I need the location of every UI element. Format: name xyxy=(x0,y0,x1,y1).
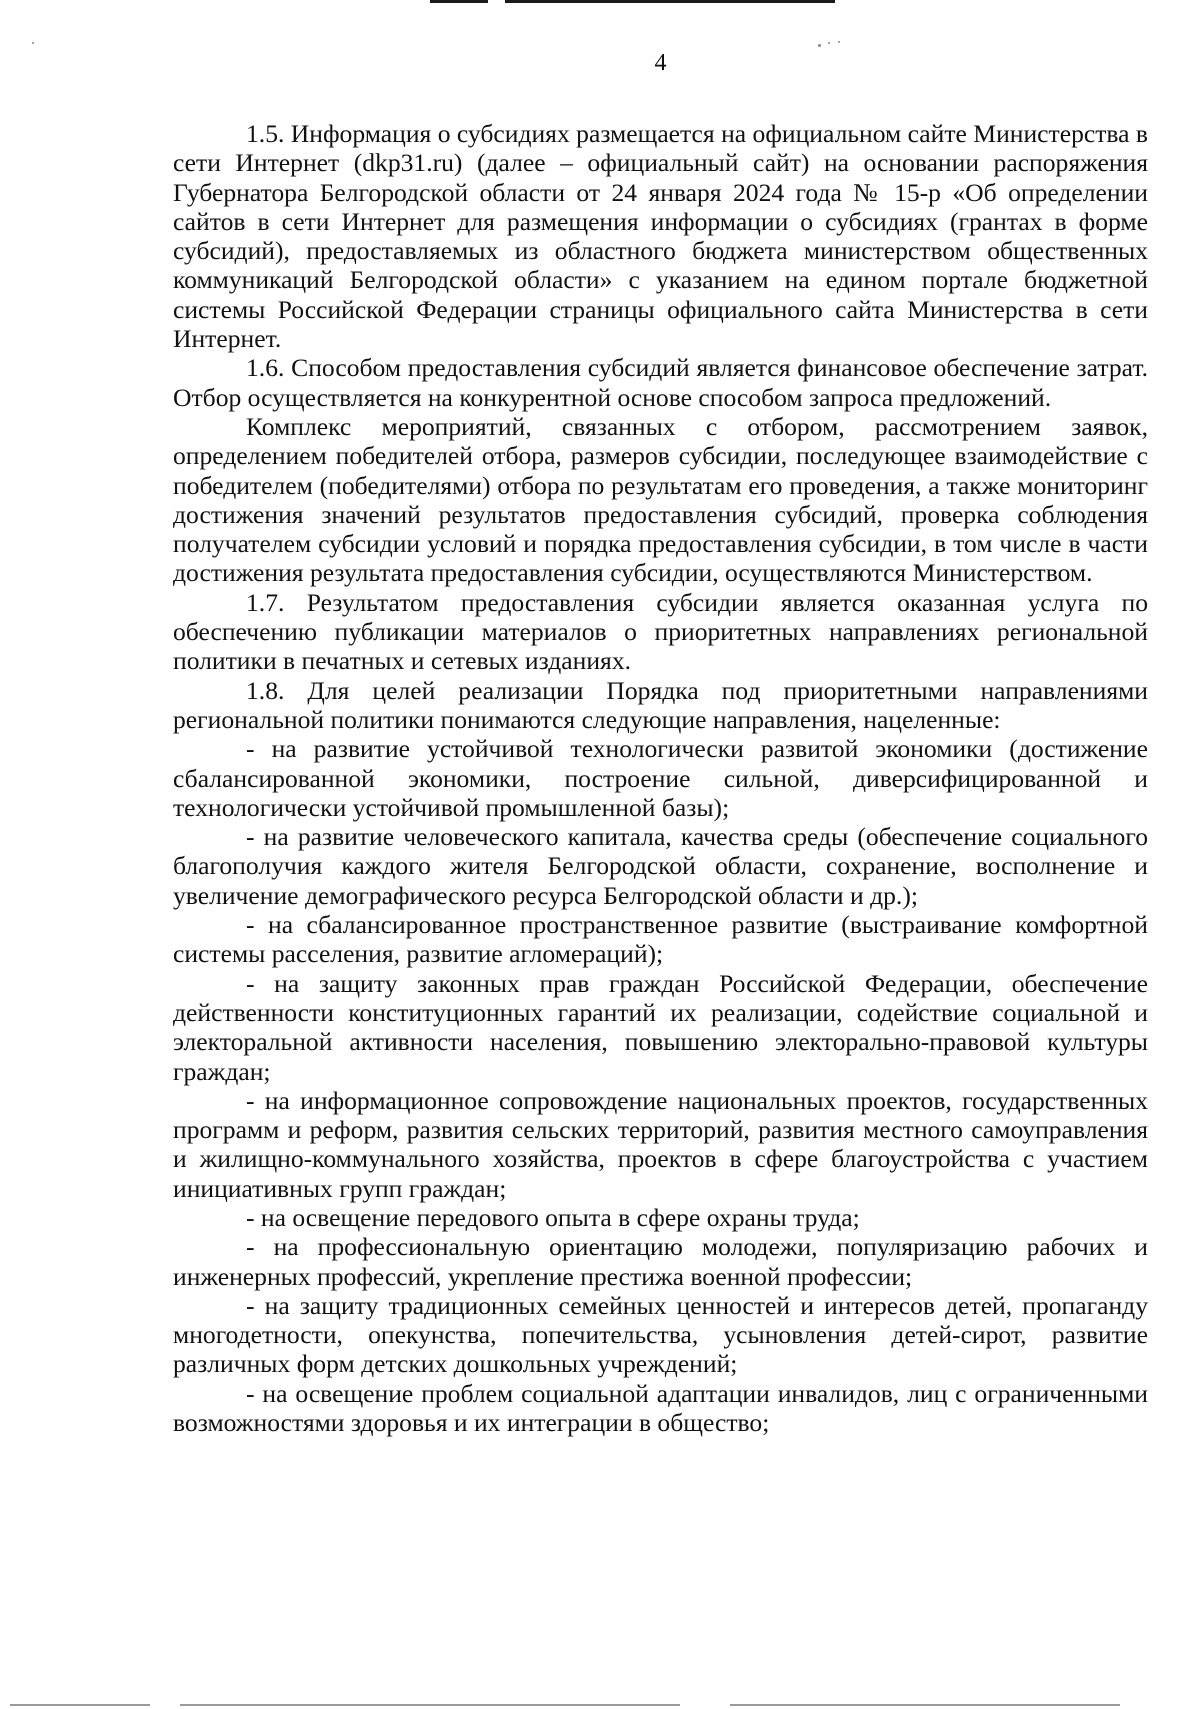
page-number: 4 xyxy=(654,50,667,76)
scan-speck xyxy=(32,42,34,44)
list-item: - на развитие человеческого капитала, качества среды (обеспечение социального благополучия каждого жителя Белгородской области, сохранение, восполнение и увеличение демографического ресурса Белгородской области и др.); xyxy=(173,822,1148,910)
scan-edge-mark xyxy=(180,1704,680,1706)
list-item: - на развитие устойчивой технологически развитой экономики (достижение сбалансированной экономики, построение сильной, диверсифицированной и технологически устойчивой промышленной базы); xyxy=(173,734,1148,822)
scan-speck xyxy=(828,42,830,44)
list-item: - на защиту традиционных семейных ценностей и интересов детей, пропаганду многодетности, опекунства, попечительства, усыновления детей-сирот, развитие различных форм детских дошкольных учреждений; xyxy=(173,1290,1148,1379)
scan-edge-mark xyxy=(505,0,835,3)
scan-speck xyxy=(838,41,840,43)
scan-edge-mark xyxy=(430,0,488,3)
list-item: - на сбалансированное пространственное развитие (выстраивание комфортной системы расселения, развитие агломераций); xyxy=(173,910,1148,969)
list-item: - на информационное сопровождение национальных проектов, государственных программ и реформ, развития сельских территорий, развития местного самоуправления и жилищно-коммунального хозяйства, проектов в сфере благоустройства с участием инициативных групп граждан; xyxy=(173,1085,1148,1203)
paragraph-complex: Комплекс мероприятий, связанных с отбором, рассмотрением заявок, определением победителей отбора, размеров субсидии, последующее взаимодействие с победителем (победителями) отбора по результатам его проведения, а также мониторинг достижения значений результатов предоставления субсидий, проверка соблюдения получателем субсидии условий и порядка предоставления субсидии, в том числе в части достижения результата предоставления субсидии, осуществляются Министерством. xyxy=(173,411,1148,588)
scan-edge-mark xyxy=(730,1704,1120,1706)
list-item: - на освещение проблем социальной адаптации инвалидов, лиц с ограниченными возможностями здоровья и их интеграции в общество; xyxy=(173,1378,1148,1438)
list-item: - на защиту законных прав граждан Российской Федерации, обеспечение действенности конституционных гарантий их реализации, содействие социальной и электоральной активности населения, повышению электорально-правовой культуры граждан; xyxy=(173,968,1148,1086)
paragraph-1-8: 1.8. Для целей реализации Порядка под приоритетными направлениями региональной политики понимаются следующие направления, нацеленные: xyxy=(173,675,1148,734)
list-item: - на освещение передового опыта в сфере охраны труда; xyxy=(246,1202,860,1232)
document-body xyxy=(173,119,1148,1437)
scan-speck xyxy=(818,44,821,47)
scan-edge-mark xyxy=(10,1704,150,1706)
paragraph-1-5: 1.5. Информация о субсидиях размещается на официальном сайте Министерства в сети Интернет (dkp31.ru) (далее – официальный сайт) на основании распоряжения Губернатора Белгородской области от 24 января 2024 года № 15-р «Об определении сайтов в сети Интернет для размещения информации о субсидиях (грантах в форме субсидий), предоставляемых из областного бюджета министерством общественных коммуникаций Белгородской области» с указанием на едином портале бюджетной системы Российской Федерации страницы официального сайта Министерства в сети Интернет. xyxy=(173,119,1148,354)
list-item: - на профессиональную ориентацию молодежи, популяризацию рабочих и инженерных профессий, укрепление престижа военной профессии; xyxy=(173,1232,1148,1291)
paragraph-1-7: 1.7. Результатом предоставления субсидии является оказанная услуга по обеспечению публикации материалов о приоритетных направлениях региональной политики в печатных и сетевых изданиях. xyxy=(173,587,1148,676)
paragraph-1-6: 1.6. Способом предоставления субсидий является финансовое обеспечение затрат. Отбор осуществляется на конкурентной основе способом запроса предложений. xyxy=(173,353,1148,412)
